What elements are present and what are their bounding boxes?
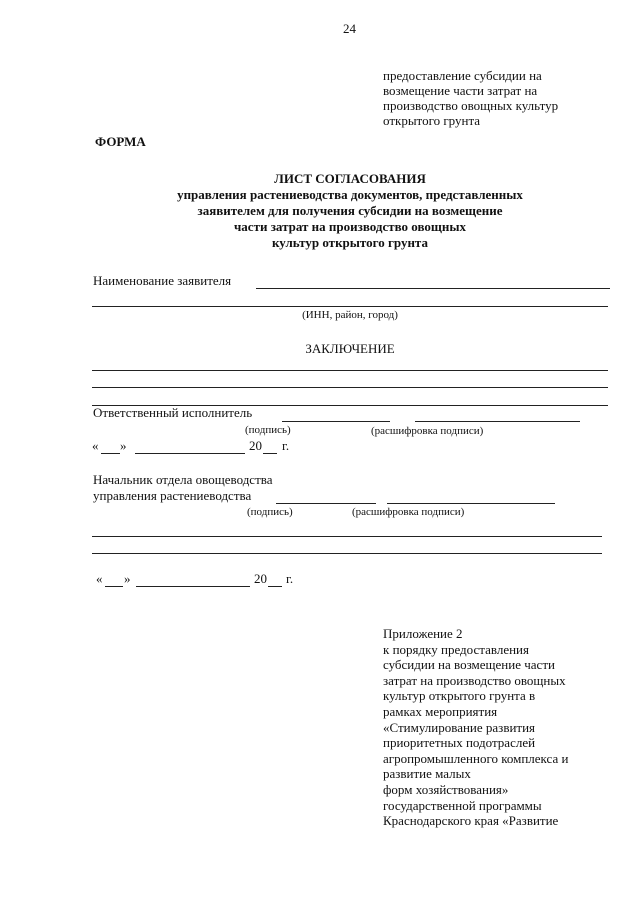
subtitle-line: культур открытого грунта bbox=[272, 235, 428, 250]
head-label-line: управления растениеводства bbox=[93, 488, 252, 503]
signature-decoding-hint-2: (расшифровка подписи) bbox=[352, 506, 465, 518]
appendix-line: приоритетных подотраслей bbox=[383, 735, 536, 751]
responsible-decoding-line[interactable] bbox=[415, 421, 580, 422]
appendix-line: к порядку предоставления bbox=[383, 641, 529, 657]
appendix-line: агропромышленного комплекса и bbox=[383, 750, 569, 766]
responsible-label: Ответственный исполнитель bbox=[93, 405, 253, 420]
date-open-quote: « bbox=[92, 438, 99, 453]
top-reference-line: производство овощных культур bbox=[383, 98, 559, 113]
signature-hint-2: (подпись) bbox=[247, 506, 293, 518]
head-signature-line[interactable] bbox=[276, 503, 376, 504]
subtitle-line: заявителем для получения субсидии на возмещение bbox=[197, 203, 503, 218]
date-day-line-2[interactable] bbox=[105, 586, 123, 587]
responsible-signature-line[interactable] bbox=[282, 421, 390, 422]
date-year-prefix-2: 20 bbox=[254, 571, 267, 586]
appendix-line: государственной программы bbox=[383, 797, 542, 813]
date-year-prefix: 20 bbox=[249, 438, 262, 453]
head-label-block bbox=[93, 472, 273, 504]
subtitle-line: части затрат на производство овощных bbox=[233, 219, 467, 234]
top-reference-line: предоставление субсидии на bbox=[383, 68, 542, 83]
appendix-line: форм хозяйствования» bbox=[383, 781, 509, 797]
top-reference-block bbox=[383, 68, 558, 128]
date-day-line[interactable] bbox=[101, 453, 120, 454]
applicant-hint: (ИНН, район, город) bbox=[302, 309, 398, 321]
date-close-quote: » bbox=[120, 438, 127, 453]
date-year-line[interactable] bbox=[263, 453, 277, 454]
page-number: 24 bbox=[343, 21, 356, 36]
head-comment-line[interactable] bbox=[92, 553, 602, 554]
conclusion-heading: ЗАКЛЮЧЕНИЕ bbox=[305, 341, 395, 356]
top-reference-line: возмещение части затрат на bbox=[383, 83, 538, 98]
applicant-name-line-2[interactable] bbox=[92, 306, 608, 307]
subtitle-line: управления растениеводства документов, представленных bbox=[177, 187, 523, 202]
applicant-label: Наименование заявителя bbox=[93, 273, 232, 288]
head-label-line: Начальник отдела овощеводства bbox=[93, 472, 273, 487]
appendix-title: Приложение 2 bbox=[383, 626, 463, 641]
appendix-line: развитие малых bbox=[383, 766, 471, 782]
appendix-line: «Стимулирование развития bbox=[383, 719, 536, 735]
top-reference-line: открытого грунта bbox=[383, 113, 481, 128]
document-title: ЛИСТ СОГЛАСОВАНИЯ bbox=[274, 171, 426, 186]
appendix-line: затрат на производство овощных bbox=[383, 672, 566, 688]
applicant-name-line[interactable] bbox=[256, 288, 610, 289]
date-open-quote-2: « bbox=[96, 571, 103, 586]
conclusion-line[interactable] bbox=[92, 370, 608, 371]
appendix-line: Краснодарского края «Развитие bbox=[383, 813, 559, 829]
conclusion-line[interactable] bbox=[92, 387, 608, 388]
date-year-suffix-2: г. bbox=[286, 571, 294, 586]
document-subtitle-block bbox=[100, 187, 600, 251]
date-year-line-2[interactable] bbox=[268, 586, 282, 587]
appendix-block bbox=[383, 626, 568, 829]
head-decoding-line[interactable] bbox=[387, 503, 555, 504]
signature-decoding-hint: (расшифровка подписи) bbox=[371, 425, 484, 437]
appendix-line: рамках мероприятия bbox=[383, 703, 498, 719]
head-comment-line[interactable] bbox=[92, 536, 602, 537]
date-month-line[interactable] bbox=[135, 453, 245, 454]
appendix-line: культур открытого грунта в bbox=[383, 688, 536, 704]
date-month-line-2[interactable] bbox=[136, 586, 250, 587]
appendix-line: субсидии на возмещение части bbox=[383, 657, 555, 673]
signature-hint: (подпись) bbox=[245, 424, 291, 436]
date-year-suffix: г. bbox=[282, 438, 290, 453]
form-label: ФОРМА bbox=[95, 134, 146, 149]
date-close-quote-2: » bbox=[124, 571, 131, 586]
